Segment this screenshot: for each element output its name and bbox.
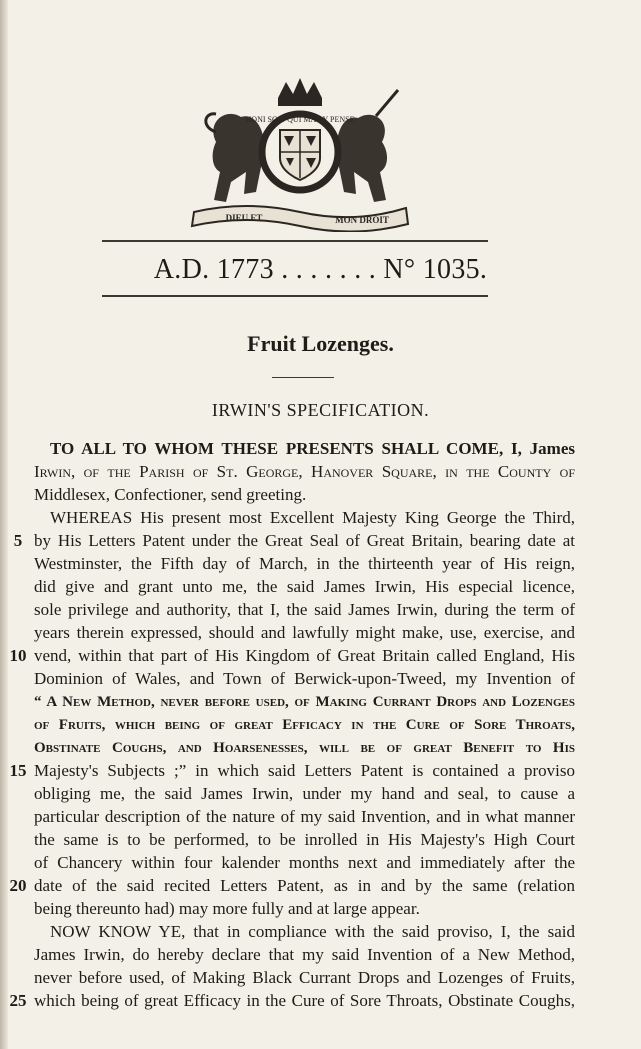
body-line: vend, within that part of His Kingdom of Great Britain called England, His: [34, 646, 575, 665]
body-line: TO ALL TO WHOM THESE PRESENTS SHALL COME, I, James: [50, 439, 575, 458]
patent-number-line: A.D. 1773 . . . . . . . N° 1035.: [153, 254, 488, 285]
body-line: obliging me, the said James Irwin, under my hand and seal, to cause a: [34, 784, 575, 803]
specification-heading: IRWIN'S SPECIFICATION.: [211, 400, 430, 420]
header-rule-bottom: [102, 295, 488, 297]
garter-motto: HONI SOIT QUI MAL Y PENSE: [245, 115, 355, 124]
body-line: sole privilege and authority, that I, the said James Irwin, during the term of: [34, 600, 575, 619]
line-number: 25: [9, 991, 27, 1010]
motto-left-text: DIEU ET: [225, 213, 263, 223]
body-line: years therein expressed, should and lawfully might make, use, exercise, and: [34, 623, 575, 642]
body-line: Obstinate Coughs, and Hoarsenesses, will be of great Benefit to His: [34, 740, 575, 756]
body-line: Westminster, the Fifth day of March, in the thirteenth year of His reign,: [34, 554, 575, 573]
line-number: 20: [9, 876, 27, 895]
body-line: particular description of the nature of my said Invention, and in what manner: [34, 807, 575, 826]
body-line: WHEREAS His present most Excellent Majesty King George the Third,: [50, 508, 575, 527]
body-line: NOW KNOW YE, that in compliance with the said proviso, I, the said: [50, 922, 575, 941]
body-line: being thereunto had) may more fully and at large appear.: [34, 899, 420, 918]
body-line: Dominion of Wales, and Town of Berwick-upon-Tweed, my Invention of: [34, 669, 575, 688]
line-number: 15: [9, 761, 27, 780]
line-number: 10: [9, 646, 27, 665]
body-line: Middlesex, Confectioner, send greeting.: [34, 485, 307, 504]
body-line: by His Letters Patent under the Great Seal of Great Britain, bearing date at: [34, 531, 575, 550]
patent-title: Fruit Lozenges.: [247, 331, 394, 356]
body-line: Irwin, of the Parish of St. George, Hanover Square, in the County of: [34, 462, 575, 481]
royal-coat-of-arms-seal: [186, 72, 414, 232]
motto-right-text: MON DROIT: [335, 215, 389, 225]
body-line: date of the said recited Letters Patent, as in and by the same (relation: [34, 876, 575, 895]
line-number: 5: [13, 531, 23, 550]
body-line: James Irwin, do hereby declare that my said Invention of a New Method,: [34, 945, 575, 964]
header-rule-top: [102, 240, 488, 242]
body-line: did give and grant unto me, the said James Irwin, His especial licence,: [34, 577, 575, 596]
body-line: the same is to be performed, to be inrolled in His Majesty's High Court: [34, 830, 575, 849]
body-line: “ A New Method, never before used, of Making Currant Drops and Lozenges: [34, 694, 575, 710]
body-line: of Fruits, which being of great Efficacy in the Cure of Sore Throats,: [34, 717, 575, 733]
body-line: of Chancery within four kalender months next and immediately after the: [34, 853, 575, 872]
body-line: which being of great Efficacy in the Cure of Sore Throats, Obstinate Coughs,: [34, 991, 575, 1010]
body-line: Majesty's Subjects ;” in which said Letters Patent is contained a proviso: [34, 761, 575, 780]
title-divider: [272, 377, 334, 378]
body-line: never before used, of Making Black Currant Drops and Lozenges of Fruits,: [34, 968, 575, 987]
